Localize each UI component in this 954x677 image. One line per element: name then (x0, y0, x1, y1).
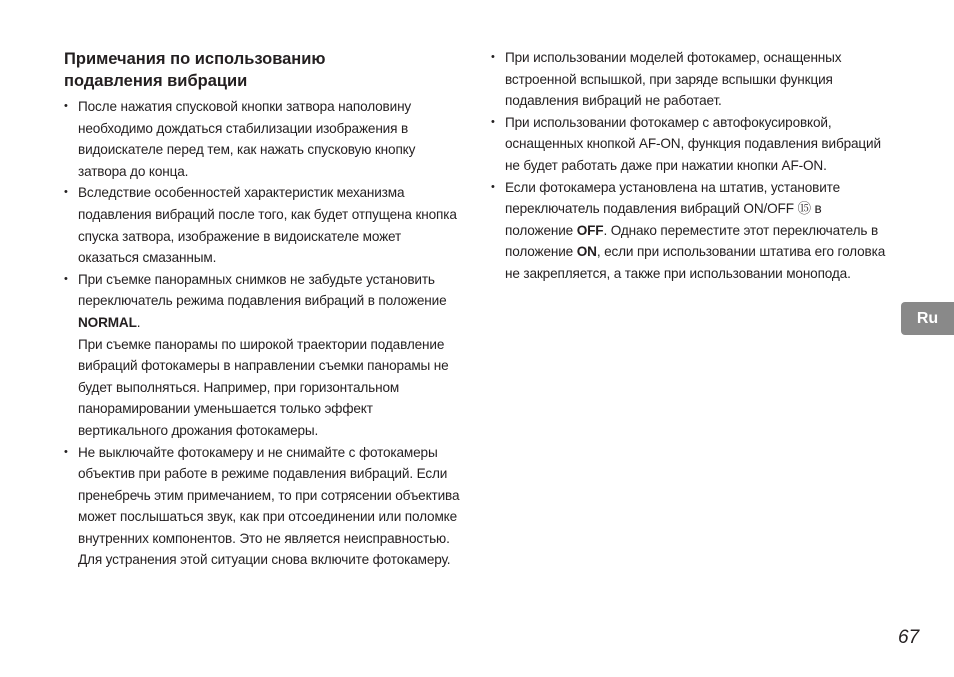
list-item (491, 112, 893, 177)
page-number: 67 (898, 627, 920, 648)
bullet: • (491, 51, 495, 63)
list-item (491, 47, 893, 112)
list-item (64, 442, 464, 572)
note-text (505, 177, 893, 285)
right-column (491, 47, 893, 285)
list-item (64, 269, 464, 442)
bullet: • (64, 186, 68, 199)
bullet: • (491, 115, 495, 128)
note-text (78, 269, 464, 334)
bullet: • (491, 180, 495, 193)
note-text: После нажатия спусковой кнопки затвора наполовину необходимо дождаться стабилизации изображения в видоискателе перед тем, как нажать спусковую кнопку затвора до конца. (78, 99, 416, 179)
note-text: Вследствие особенностей характеристик механизма подавления вибраций после того, как будет отпущена кнопка спуска затвора, изображение в видоискателе может оказаться смазанным. (78, 185, 457, 266)
list-item (64, 96, 464, 182)
note-text-start: При съемке панорамных снимков не забудьте установить переключатель режима подавления вибраций в положение (78, 271, 447, 309)
notes-list-right (491, 47, 893, 285)
notes-list-left (64, 96, 464, 571)
note-text-start: Если фотокамера установлена на штатив, установите переключатель подавления вибраций ON/OFF ⑮ в положение (505, 179, 841, 238)
section-heading (64, 48, 464, 92)
setting-off: OFF (576, 222, 604, 238)
language-tab: Ru (901, 302, 954, 335)
list-item (491, 177, 893, 285)
list-item (64, 182, 464, 268)
note-text: Не выключайте фотокамеру и не снимайте с фотокамеры объектив при работе в режиме подавления вибраций. Если пренебречь этим примечанием, то при сотрясении объектива может послышаться звук, как при отсоединении или поломке внутренних компонентов. Это не является неисправностью. Для устранения этой ситуации снова включите фотокамеру. (78, 444, 460, 568)
setting-on: ON (576, 244, 597, 260)
setting-normal: NORMAL (78, 314, 137, 330)
note-text: При использовании моделей фотокамер, оснащенных встроенной вспышкой, при заряде вспышки функция подавления вибраций не работает. (505, 50, 842, 109)
note-text: При использовании фотокамер с автофокусировкой, оснащенных кнопкой AF-ON, функция подавления вибраций не будет работать даже при нажатии кнопки AF-ON. (505, 114, 881, 173)
note-text-end: , если при использовании штатива его головка не закрепляется, а также при использовании монопода. (505, 244, 886, 281)
bullet: • (64, 100, 68, 112)
bullet: • (64, 445, 68, 458)
left-column (64, 48, 464, 571)
heading-line-2: подавления вибрации (64, 72, 248, 90)
note-text-middle: . Однако переместите этот переключатель в положение (505, 222, 879, 260)
note-paragraph-2: При съемке панорамы по широкой траектории подавление вибраций фотокамеры в направлении съемки панорамы не будет выполняться. Например, при горизонтальном панорамировании уменьшается только эффект вертикального дрожания фотокамеры. (78, 336, 449, 438)
bullet: • (64, 272, 68, 285)
heading-line-1: Примечания по использованию (64, 50, 326, 68)
note-text-end: . (136, 314, 141, 330)
